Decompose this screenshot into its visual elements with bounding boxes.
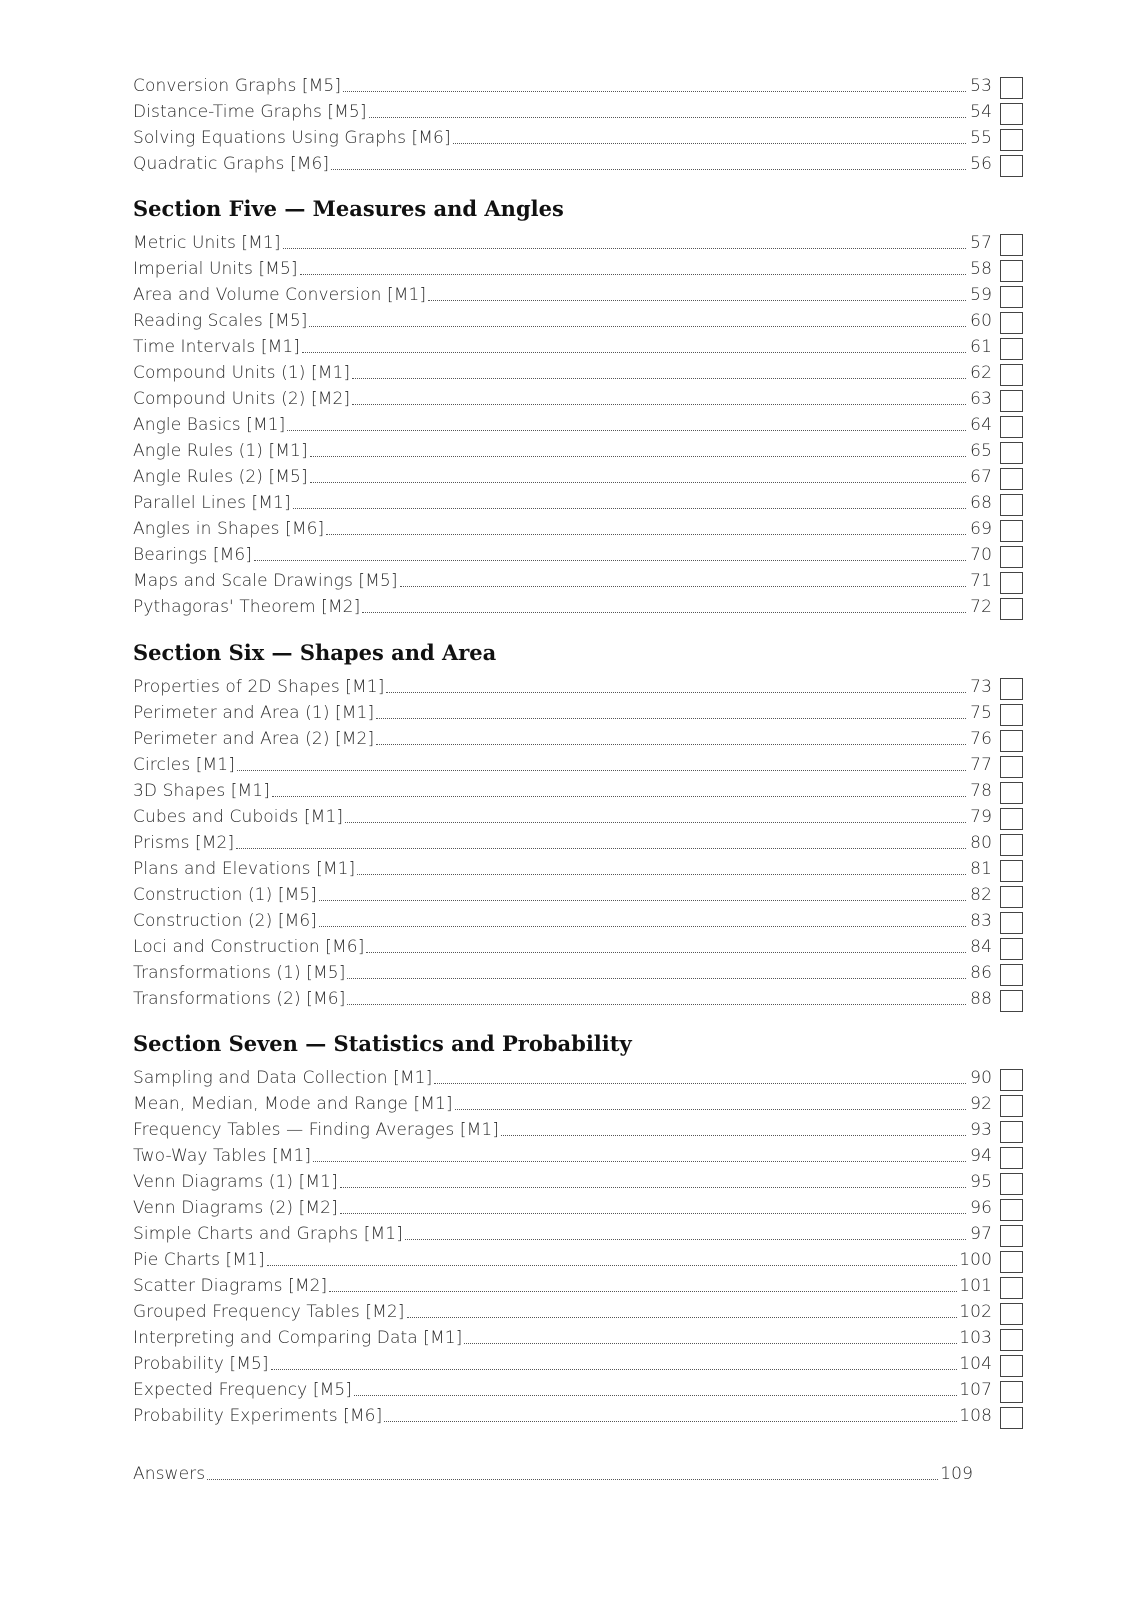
toc-entry [133, 279, 1023, 305]
dot-leader [347, 978, 966, 979]
toc-entry [133, 148, 1023, 174]
toc-entry-page: 107 [959, 1380, 992, 1400]
toc-entry-page: 102 [959, 1302, 992, 1322]
toc-entry-page: 109 [940, 1464, 973, 1484]
toc-entry-page: 88 [970, 989, 992, 1009]
toc-entry-title: Circles [M1] [133, 755, 235, 775]
toc-entry-title: Conversion Graphs [M5] [133, 76, 342, 96]
toc-entry-page: 70 [970, 545, 992, 565]
dot-leader [357, 874, 966, 875]
dot-leader [236, 848, 966, 849]
toc-entry-page: 53 [970, 76, 992, 96]
toc-entry-title: Solving Equations Using Graphs [M6] [133, 128, 451, 148]
dot-leader [352, 404, 966, 405]
toc-entry-title: Quadratic Graphs [M6] [133, 154, 330, 174]
toc-entry-page: 64 [970, 415, 992, 435]
toc-entry [133, 122, 1023, 148]
toc-entry-title: Pythagoras' Theorem [M2] [133, 597, 361, 617]
toc-entry [133, 539, 1023, 565]
dot-leader [319, 900, 966, 901]
toc-entry [133, 1062, 1023, 1088]
toc-entry [133, 905, 1023, 931]
dot-leader [386, 692, 966, 693]
toc-entry [133, 801, 1023, 827]
toc-entry [133, 1244, 1023, 1270]
toc-entry [133, 435, 1023, 461]
toc-entry-page: 83 [970, 911, 992, 931]
toc-entry-page: 61 [970, 337, 992, 357]
toc-entry-title: Perimeter and Area (1) [M1] [133, 703, 375, 723]
toc-entry-page: 54 [970, 102, 992, 122]
section-heading: Section Five — Measures and Angles [133, 196, 564, 221]
toc-entry-title: Construction (2) [M6] [133, 911, 317, 931]
toc-entry-page: 63 [970, 389, 992, 409]
toc-entry [133, 853, 1023, 879]
toc-entry-page: 65 [970, 441, 992, 461]
toc-entry-page: 81 [970, 859, 992, 879]
dot-leader [331, 169, 966, 170]
toc-entry-title: Distance-Time Graphs [M5] [133, 102, 367, 122]
toc-entry [133, 1322, 1023, 1348]
section-heading: Section Six — Shapes and Area [133, 640, 497, 665]
dot-leader [434, 1083, 966, 1084]
toc-entry-title: Metric Units [M1] [133, 233, 281, 253]
dot-leader [501, 1135, 966, 1136]
toc-entry [133, 513, 1023, 539]
dot-leader [319, 926, 966, 927]
toc-entry [133, 565, 1023, 591]
dot-leader [345, 822, 966, 823]
toc-entry-title: Transformations (2) [M6] [133, 989, 346, 1009]
toc-entry-page: 78 [970, 781, 992, 801]
toc-entry-page: 94 [970, 1146, 992, 1166]
toc-entry-title: Angles in Shapes [M6] [133, 519, 325, 539]
dot-leader [362, 612, 966, 613]
dot-leader [272, 796, 966, 797]
toc-entry-title: Loci and Construction [M6] [133, 937, 365, 957]
toc-entry-page: 101 [959, 1276, 992, 1296]
dot-leader [407, 1317, 958, 1318]
toc-entry [133, 931, 1023, 957]
toc-entry-page: 75 [970, 703, 992, 723]
toc-entry-title: Reading Scales [M5] [133, 311, 308, 331]
toc-entry [133, 591, 1023, 617]
toc-entry-page: 77 [970, 755, 992, 775]
toc-entry-page: 55 [970, 128, 992, 148]
toc-entry-title: 3D Shapes [M1] [133, 781, 270, 801]
dot-leader [376, 718, 966, 719]
toc-entry-title: Angle Rules (2) [M5] [133, 467, 308, 487]
toc-entry-page: 103 [959, 1328, 992, 1348]
toc-entry [133, 697, 1023, 723]
toc-entry-title: Scatter Diagrams [M2] [133, 1276, 328, 1296]
toc-entry-page: 82 [970, 885, 992, 905]
toc-entry-title: Expected Frequency [M5] [133, 1380, 352, 1400]
toc-entry [133, 775, 1023, 801]
toc-entry-page: 60 [970, 311, 992, 331]
dot-leader [343, 91, 966, 92]
dot-leader [329, 1291, 957, 1292]
toc-entry-title: Imperial Units [M5] [133, 259, 298, 279]
toc-entry-page: 96 [970, 1198, 992, 1218]
toc-entry-title: Frequency Tables — Finding Averages [M1] [133, 1120, 500, 1140]
dot-leader [464, 1343, 957, 1344]
toc-entry-title: Angle Basics [M1] [133, 415, 286, 435]
dot-leader [326, 534, 966, 535]
dot-leader [310, 482, 966, 483]
toc-entry-page: 71 [970, 571, 992, 591]
toc-entry-page: 97 [970, 1224, 992, 1244]
toc-entry [133, 1166, 1023, 1192]
toc-entry-title: Venn Diagrams (2) [M2] [133, 1198, 338, 1218]
dot-leader [254, 560, 966, 561]
toc-entry-page: 72 [970, 597, 992, 617]
dot-leader [352, 378, 966, 379]
toc-entry [133, 461, 1023, 487]
toc-entry [133, 1140, 1023, 1166]
toc-entry-title: Parallel Lines [M1] [133, 493, 291, 513]
toc-entry [133, 1088, 1023, 1114]
progress-checkbox[interactable] [1000, 155, 1023, 177]
toc-entry-title: Bearings [M6] [133, 545, 253, 565]
toc-entry [133, 383, 1023, 409]
toc-entry-title: Compound Units (2) [M2] [133, 389, 351, 409]
dot-leader [309, 326, 966, 327]
toc-entry [133, 827, 1023, 853]
dot-leader [300, 274, 966, 275]
toc-entry-page: 104 [959, 1354, 992, 1374]
toc-entry-page: 95 [970, 1172, 992, 1192]
toc-entry [133, 983, 1023, 1009]
toc-entry-page: 84 [970, 937, 992, 957]
toc-entry-title: Prisms [M2] [133, 833, 235, 853]
toc-entry-answers [133, 1458, 973, 1484]
toc-entry-page: 59 [970, 285, 992, 305]
toc-entry-page: 92 [970, 1094, 992, 1114]
toc-entry-title: Pie Charts [M1] [133, 1250, 265, 1270]
progress-checkbox[interactable] [1000, 990, 1023, 1012]
toc-entry [133, 1114, 1023, 1140]
dot-leader [354, 1395, 957, 1396]
toc-entry-page: 93 [970, 1120, 992, 1140]
toc-entry [133, 1192, 1023, 1218]
toc-entry [133, 1348, 1023, 1374]
toc-entry-page: 76 [970, 729, 992, 749]
toc-entry-page: 62 [970, 363, 992, 383]
toc-entry-page: 69 [970, 519, 992, 539]
dot-leader [428, 300, 966, 301]
toc-entry [133, 357, 1023, 383]
toc-entry-title: Probability [M5] [133, 1354, 269, 1374]
toc-entry [133, 1218, 1023, 1244]
dot-leader [376, 744, 966, 745]
toc-entry-title: Transformations (1) [M5] [133, 963, 346, 983]
toc-entry-title: Venn Diagrams (1) [M1] [133, 1172, 338, 1192]
toc-entry [133, 487, 1023, 513]
progress-checkbox[interactable] [1000, 1407, 1023, 1429]
toc-entry-title: Sampling and Data Collection [M1] [133, 1068, 433, 1088]
toc-entry [133, 227, 1023, 253]
dot-leader [347, 1004, 966, 1005]
toc-entry [133, 671, 1023, 697]
section-heading: Section Seven — Statistics and Probability [133, 1031, 632, 1056]
toc-entry [133, 409, 1023, 435]
toc-entry [133, 749, 1023, 775]
toc-entry-title: Time Intervals [M1] [133, 337, 301, 357]
toc-entry-page: 80 [970, 833, 992, 853]
dot-leader [293, 508, 966, 509]
toc-entry [133, 879, 1023, 905]
dot-leader [310, 456, 966, 457]
toc-entry-title: Probability Experiments [M6] [133, 1406, 383, 1426]
toc-entry-title: Properties of 2D Shapes [M1] [133, 677, 385, 697]
toc-entry-title: Compound Units (1) [M1] [133, 363, 351, 383]
dot-leader [283, 248, 966, 249]
dot-leader [302, 352, 966, 353]
toc-entry-page: 79 [970, 807, 992, 827]
toc-entry-title: Plans and Elevations [M1] [133, 859, 356, 879]
dot-leader [287, 430, 966, 431]
toc-entry-page: 67 [970, 467, 992, 487]
toc-entry-title: Simple Charts and Graphs [M1] [133, 1224, 403, 1244]
dot-leader [340, 1213, 966, 1214]
dot-leader [366, 952, 966, 953]
toc-entry-title: Construction (1) [M5] [133, 885, 317, 905]
dot-leader [400, 586, 966, 587]
toc-entry [133, 957, 1023, 983]
toc-entry [133, 96, 1023, 122]
toc-entry-title: Angle Rules (1) [M1] [133, 441, 308, 461]
toc-entry [133, 1270, 1023, 1296]
dot-leader [384, 1421, 957, 1422]
toc-entry [133, 70, 1023, 96]
toc-entry [133, 331, 1023, 357]
toc-entry-title: Interpreting and Comparing Data [M1] [133, 1328, 463, 1348]
toc-entry-title: Area and Volume Conversion [M1] [133, 285, 427, 305]
dot-leader [405, 1239, 966, 1240]
dot-leader [271, 1369, 958, 1370]
toc-entry [133, 1296, 1023, 1322]
dot-leader [237, 770, 966, 771]
toc-entry-page: 56 [970, 154, 992, 174]
toc-entry-title: Answers [133, 1464, 206, 1484]
progress-checkbox[interactable] [1000, 598, 1023, 620]
dot-leader [369, 117, 966, 118]
toc-entry-page: 86 [970, 963, 992, 983]
toc-entry [133, 1400, 1023, 1426]
toc-entry-page: 100 [959, 1250, 992, 1270]
dot-leader [455, 1109, 966, 1110]
dot-leader [340, 1187, 966, 1188]
toc-entry-title: Maps and Scale Drawings [M5] [133, 571, 398, 591]
toc-entry-title: Mean, Median, Mode and Range [M1] [133, 1094, 453, 1114]
toc-entry-title: Grouped Frequency Tables [M2] [133, 1302, 405, 1322]
dot-leader [313, 1161, 966, 1162]
dot-leader [267, 1265, 958, 1266]
toc-entry [133, 723, 1023, 749]
toc-entry-page: 58 [970, 259, 992, 279]
toc-entry [133, 305, 1023, 331]
toc-entry-title: Perimeter and Area (2) [M2] [133, 729, 375, 749]
toc-entry [133, 1374, 1023, 1400]
toc-entry-page: 90 [970, 1068, 992, 1088]
toc-entry-title: Two-Way Tables [M1] [133, 1146, 312, 1166]
dot-leader [207, 1479, 938, 1480]
toc-entry-page: 108 [959, 1406, 992, 1426]
toc-entry-title: Cubes and Cuboids [M1] [133, 807, 344, 827]
toc-entry-page: 73 [970, 677, 992, 697]
toc-entry-page: 68 [970, 493, 992, 513]
toc-entry [133, 253, 1023, 279]
toc-entry-page: 57 [970, 233, 992, 253]
dot-leader [453, 143, 966, 144]
